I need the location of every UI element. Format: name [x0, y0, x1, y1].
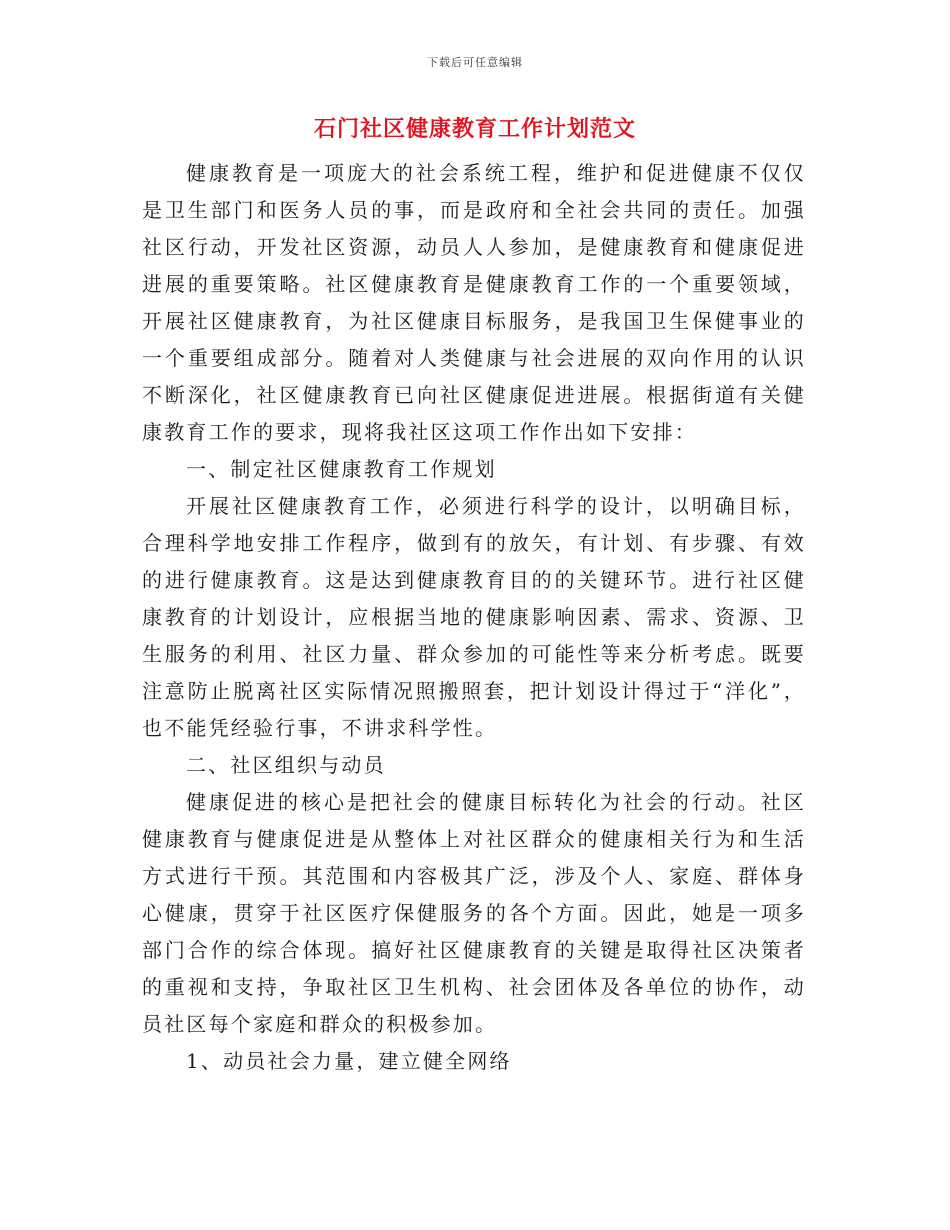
paragraph-intro: 健康教育是一项庞大的社会系统工程，维护和促进健康不仅仅是卫生部门和医务人员的事，而是政府和全社会共同的责任。加强社区行动，开发社区资源，动员人人参加，是健康教育和健康促进进展的重要策略。社区健康教育是健康教育工作的一个重要领域，开展社区健康教育，为社区健康目标服务，是我国卫生保健事业的一个重要组成部分。随着对人类健康与社会进展的双向作用的认识不断深化，社区健康教育已向社区健康促进进展。根据街道有关健康教育工作的要求，现将我社区这项工作作出如下安排： [142, 161, 806, 444]
section-heading-2: 二、社区组织与动员 [186, 753, 386, 777]
paragraph-section-1: 开展社区健康教育工作，必须进行科学的设计，以明确目标，合理科学地安排工作程序，做到有的放矢，有计划、有步骤、有效的进行健康教育。这是达到健康教育目的的关键环节。进行社区健康教育的计划设计，应根据当地的健康影响因素、需求、资源、卫生服务的利用、社区力量、群众参加的可能性等来分析考虑。既要注意防止脱离社区实际情况照搬照套，把计划设计得过于“洋化”，也不能凭经验行事，不讲求科学性。 [142, 494, 806, 740]
document-body [142, 155, 806, 1080]
header-note: 下载后可任意编辑 [427, 56, 523, 69]
paragraph-section-2: 健康促进的核心是把社会的健康目标转化为社会的行动。社区健康教育与健康促进是从整体上对社区群众的健康相关行为和生活方式进行干预。其范围和内容极其广泛，涉及个人、家庭、群体身心健康，贯穿于社区医疗保健服务的各个方面。因此，她是一项多部门合作的综合体现。搞好社区健康教育的关键是取得社区决策者的重视和支持，争取社区卫生机构、社会团体及各单位的协作，动员社区每个家庭和群众的积极参加。 [142, 790, 806, 1036]
document-title: 石门社区健康教育工作计划范文 [313, 116, 636, 142]
subsection-heading-1: 1、动员社会力量，建立健全网络 [186, 1049, 512, 1073]
section-heading-1: 一、制定社区健康教育工作规划 [186, 457, 497, 481]
